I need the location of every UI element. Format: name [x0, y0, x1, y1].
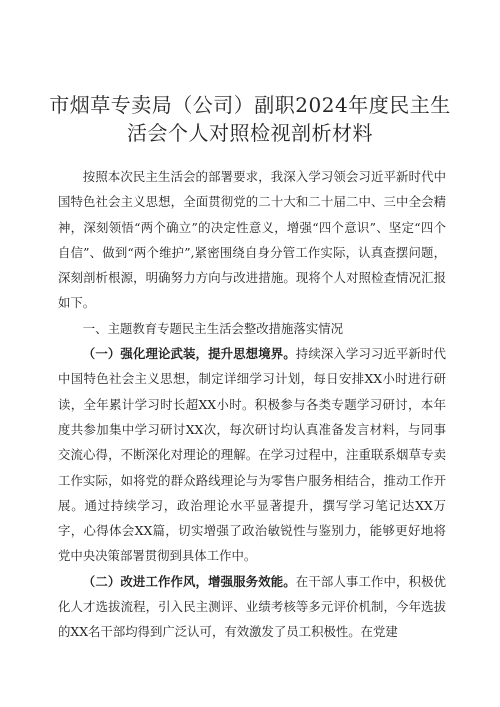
document-body [58, 164, 446, 645]
title-line-1: 市烟草专卖局（公司）副职2024年度民主生 [49, 93, 451, 117]
item-1-lead: （一）强化理论武装，提升思想境界。 [82, 346, 296, 362]
item-1-text: 持续深入学习习近平新时代中国特色社会主义思想，制定详细学习计划，每日安排XX小时进行研读，全年累计学习时长超XX小时。积极参与各类专题学习研讨，本年度共参加集中学习研讨XX次，每次研讨均认真准备发言材料，与同事交流心得，不断深化对理论的理解。在学习过程中，注重联系烟草专卖工作实际，如将党的群众路线理论与为零售户服务相结合，推动工作开展。通过持续学习，政治理论水平显著提升，撰写学习笔记达XX万字，心得体会XX篇，切实增强了政治敏锐性与鉴别力，能够更好地将党中央决策部署贯彻到具体工作中。 [58, 346, 447, 564]
item-2-paragraph [58, 569, 446, 645]
title-line-2: 活会个人对照检视剖析材料 [127, 121, 373, 145]
item-2-lead: （二）改进工作作风，增强服务效能。 [82, 573, 296, 589]
section-heading: 一、主题教育专题民主生活会整改措施落实情况 [82, 320, 343, 336]
item-2-text: 在干部人事工作中，积极优化人才选拔流程，引入民主测评、业绩考核等多元评价机制，今年选拔的XX名干部均得到广泛认可，有效激发了员工积极性。在党建 [58, 573, 447, 640]
document-title [40, 91, 460, 147]
item-1-paragraph [58, 341, 446, 569]
intro-paragraph: 按照本次民主生活会的部署要求，我深入学习领会习近平新时代中国特色社会主义思想，全面贯彻党的二十大和二十届二中、三中全会精神，深刻领悟“两个确立”的决定性意义，增强“四个意识”、坚定“四个自信”、做到“两个维护”,紧密围绕自身分管工作实际，认真查摆问题，深刻剖析根源，明确努力方向与改进措施。现将个人对照检查情况汇报如下。 [58, 169, 446, 311]
